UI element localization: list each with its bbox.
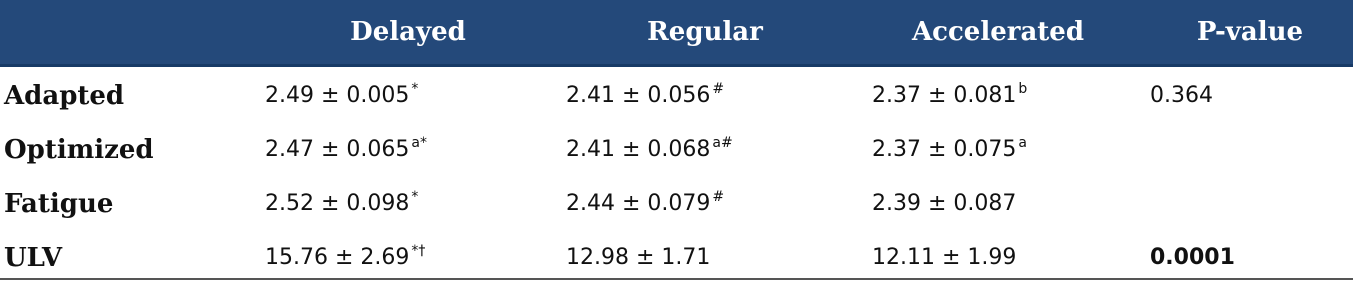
header-regular: Regular [647,17,763,47]
cell-footnote: *† [411,243,426,259]
table-row [0,178,1353,230]
header-accelerated: Accelerated [911,17,1085,47]
cell-delayed [265,124,427,176]
row-label: Fatigue [4,189,114,219]
cell-accelerated [872,70,1027,122]
table-header [0,0,1353,67]
cell-footnote: # [712,189,725,205]
table-row [0,124,1353,176]
header-delayed: Delayed [350,17,466,47]
cell-value: 2.44 ± 0.079 [566,191,711,216]
cell-value: 12.98 ± 1.71 [566,245,711,270]
cell-accelerated [872,178,1018,230]
cell-value: 2.37 ± 0.075 [872,137,1017,162]
cell-footnote: a* [411,135,427,151]
cell-delayed [265,178,418,230]
table-bottom-rule [0,278,1353,280]
cell-footnote: b [1018,81,1028,97]
cell-value: 2.41 ± 0.056 [566,83,711,108]
cell-value: 2.52 ± 0.098 [265,191,410,216]
cell-regular [566,178,724,230]
cell-footnote: a# [712,135,733,151]
cell-footnote: # [712,81,725,97]
cell-regular [566,70,724,122]
table-row [0,70,1353,122]
cell-delayed [265,70,418,122]
cell-footnote: * [411,189,419,205]
row-label: ULV [4,243,63,273]
cell-value: 15.76 ± 2.69 [265,245,410,270]
table-row [0,232,1353,284]
cell-accelerated [872,232,1018,284]
cell-regular [566,232,712,284]
cell-regular [566,124,733,176]
cell-value: 2.47 ± 0.065 [265,137,410,162]
cell-value: 2.41 ± 0.068 [566,137,711,162]
cell-value: 2.49 ± 0.005 [265,83,410,108]
cell-delayed [265,232,425,284]
cell-value: 12.11 ± 1.99 [872,245,1017,270]
cell-accelerated [872,124,1027,176]
cell-p-value: 0.0001 [1150,245,1235,270]
cell-footnote: * [411,81,419,97]
cell-footnote: a [1018,135,1027,151]
header-p-value: P-value [1196,17,1304,47]
cell-value: 2.37 ± 0.081 [872,83,1017,108]
cell-p-value: 0.364 [1150,83,1213,108]
row-label: Adapted [4,81,125,111]
cell-value: 2.39 ± 0.087 [872,191,1017,216]
row-label: Optimized [4,135,154,165]
